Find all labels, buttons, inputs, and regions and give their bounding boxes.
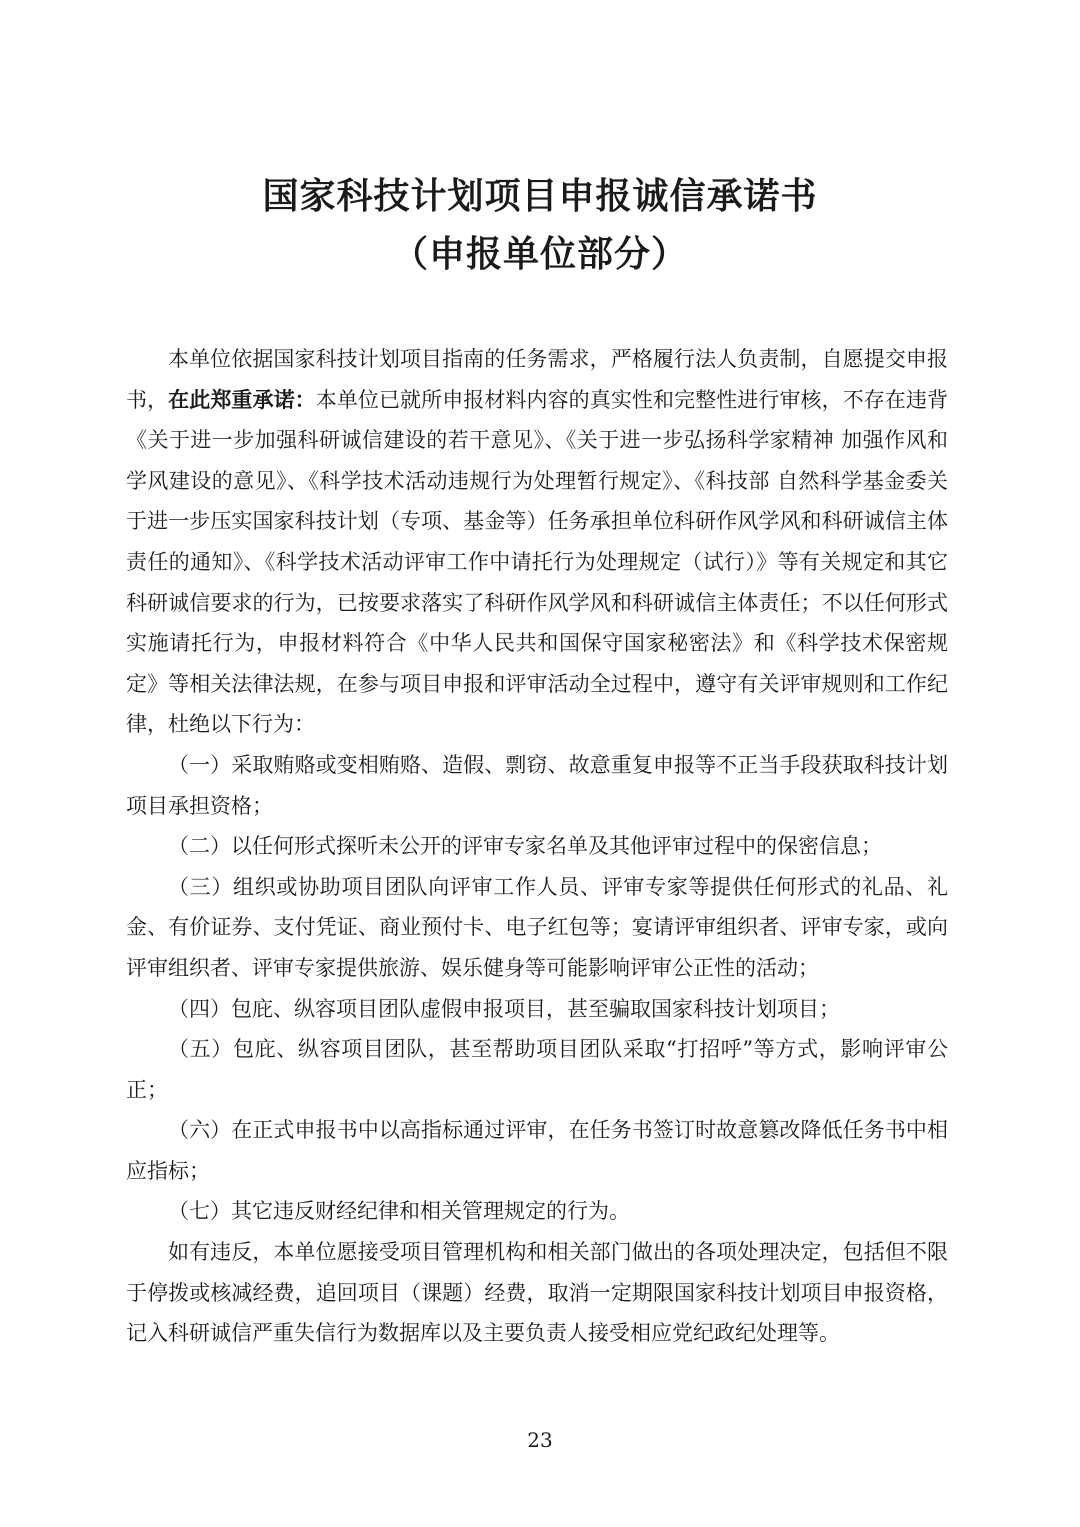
pledge-item-6: （六）在正式申报书中以高指标通过评审，在任务书签订时故意篡改降低任务书中相应指标； [126,1118,948,1183]
closing-paragraph: 如有违反，本单位愿接受项目管理机构和相关部门做出的各项处理决定，包括但不限于停拨或核减经费，追回项目（课题）经费，取消一定期限国家科技计划项目申报资格，记入科研诚信严重失信行为数据库以及主要负责人接受相应党纪政纪处理等。 [126,1240,948,1346]
pledge-item-7: （七）其它违反财经纪律和相关管理规定的行为。 [168,1199,630,1224]
pledge-item-1: （一）采取贿赂或变相贿赂、造假、剽窃、故意重复申报等不正当手段获取科技计划项目承担资格； [126,752,948,818]
pledge-item-2: （二）以任何形式探听未公开的评审专家名单及其他评审过程中的保密信息； [168,834,882,859]
intro-text-part1: 本单位依据国家科技计划项目指南的任务需求，严格履行法人负责制，自愿提交申报书， [126,347,948,412]
document-body [126,339,948,1354]
pledge-item-4: （四）包庇、纵容项目团队虚假申报项目，甚至骗取国家科技计划项目； [168,996,840,1021]
intro-emphasis: 在此郑重承诺： [168,387,316,412]
intro-text-part2: 本单位已就所申报材料内容的真实性和完整性进行审核，不存在违背《关于进一步加强科研诚信建设的若干意见》、《关于进一步弘扬科学家精神 加强作风和学风建设的意见》、《科学技术活动违规行为处理暂行规定》、《科技部 自然科学基金委关于进一步压实国家科技计划（专项、基金等）任务承担单位科研作风学风和科研诚信主体责任的通知》、《科学技术活动评审工作中请托行为处理规定（试行）》等有关规定和其它科研诚信要求的行为，已按要求落实了科研作风学风和科研诚信主体责任；不以任何形式实施请托行为，申报材料符合《中华人民共和国保守国家秘密法》和《科学技术保密规定》等相关法律法规，在参与项目申报和评审活动全过程中，遵守有关评审规则和工作纪律，杜绝以下行为： [126,387,949,737]
pledge-item-3: （三）组织或协助项目团队向评审工作人员、评审专家等提供任何形式的礼品、礼金、有价证券、支付凭证、商业预付卡、电子红包等；宴请评审组织者、评审专家，或向评审组织者、评审专家提供旅游、娱乐健身等可能影响评审公正性的活动； [126,874,948,980]
document-title: 国家科技计划项目申报诚信承诺书 [262,176,818,217]
intro-paragraph [126,339,948,745]
page-number: 23 [527,1428,553,1452]
pledge-item-5: （五）包庇、纵容项目团队，甚至帮助项目团队采取“打招呼”等方式，影响评审公正； [126,1037,948,1102]
document-subtitle: （申报单位部分） [391,234,688,275]
